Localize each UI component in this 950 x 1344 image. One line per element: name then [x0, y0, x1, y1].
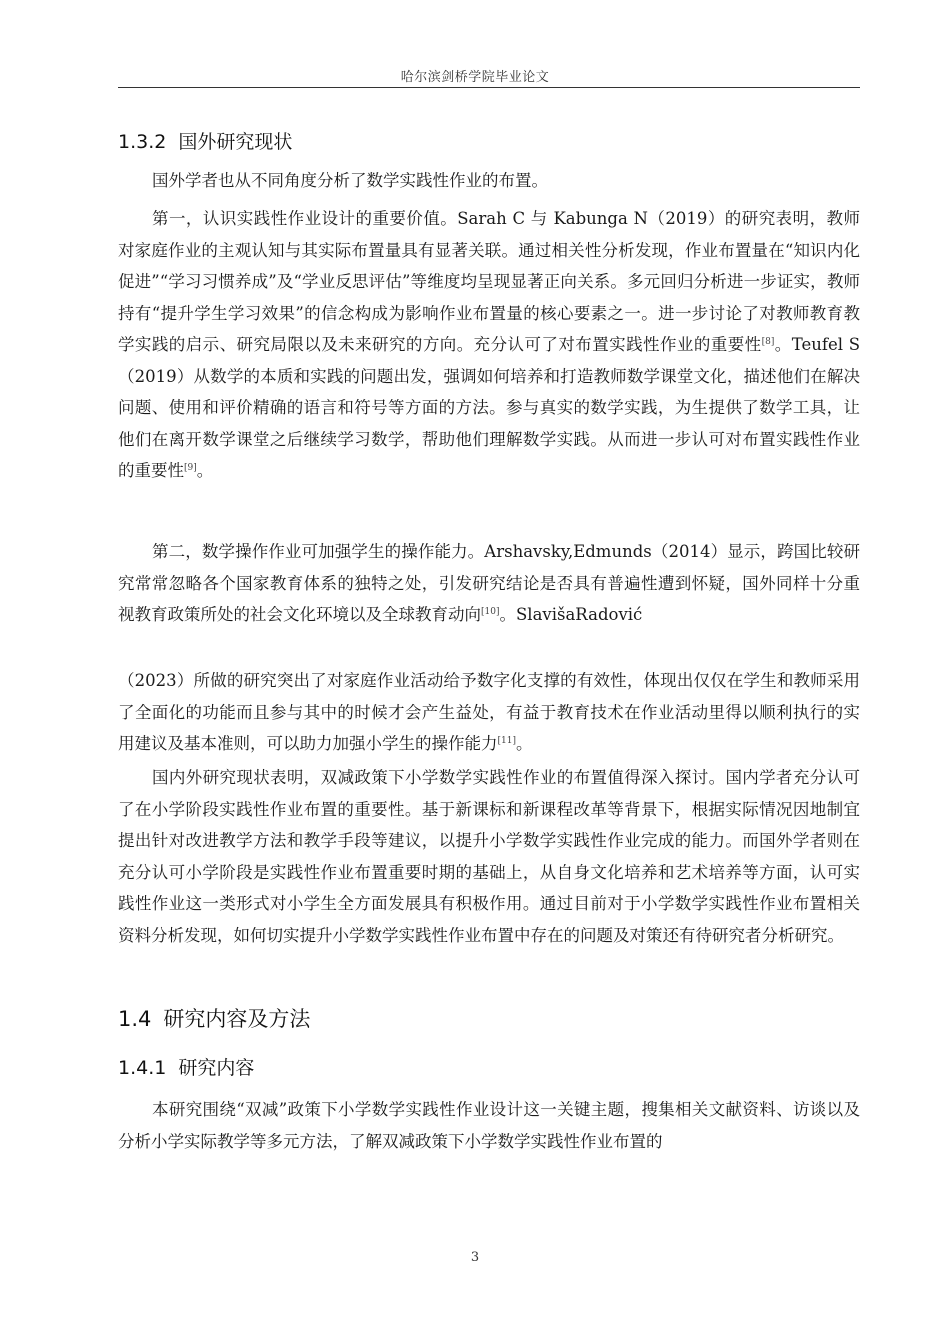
page-number: 3 — [470, 1250, 480, 1265]
section-title: 研究内容及方法 — [163, 1007, 311, 1031]
citation-ref: [10] — [481, 607, 500, 617]
citation-ref: [11] — [497, 736, 516, 746]
paragraph-summary: 国内外研究现状表明，双减政策下小学数学实践性作业的布置值得深入探讨。国内学者充分认可了在小学阶段实践性作业布置的重要性。基于新课标和新课程改革等背景下，根据实际情况因地制宜提出针对改进教学方法和教学手段等建议，以提升小学数学实践性作业完成的能力。而国外学者则在充分认可小学阶段是实践性作业布置重要时期的基础上，从自身文化培养和艺术培养等方面，认可实践性作业这一类形式对小学生全方面发展具有积极作用。通过目前对于小学数学实践性作业布置相关资料分析发现，如何切实提升小学数学实践性作业布置中存在的问题及对策还有待研究者分析研究。 — [118, 768, 860, 945]
paragraph-second-point — [118, 536, 860, 631]
paragraph-text: 。SlavišaRadović — [499, 605, 643, 624]
citation-ref: [8] — [761, 337, 775, 347]
paragraph-text: 第一，认识实践性作业设计的重要价值。Sarah C 与 Kabunga N（2019）的研究表明，教师对家庭作业的主观认知与其实际布置量具有显著关联。通过相关性分析发现，作业布置量在“知识内化促进”“学习习惯养成”及“学业反思评估”等维度均呈现显著正向关系。多元回归分析进一步证实，教师持有“提升学生学习效果”的信念构成为影响作业布置量的核心要素之一。进一步讨论了对教师教育教学实践的启示、研究局限以及未来研究的方向。充分认可了对布置实践性作业的重要性 — [118, 209, 860, 354]
paragraph-text: 。 — [515, 734, 533, 753]
section-number: 1.4 — [118, 1007, 152, 1031]
section-heading-1-3-2 — [118, 127, 292, 154]
paragraph-text: 第二，数学操作作业可加强学生的操作能力。Arshavsky,Edmunds（2014）显示，跨国比较研究常常忽略各个国家教育体系的独特之处，引发研究结论是否具有普遍性遭到怀疑，国外同样十分重视教育政策所处的社会文化环境以及全球教育动向 — [118, 542, 860, 624]
section-heading-1-4-1 — [118, 1053, 254, 1080]
header-rule — [118, 87, 860, 88]
paragraph-text: 。Teufel S（2019）从数学的本质和实践的问题出发，强调如何培养和打造教师数学课堂文化，描述他们在解决问题、使用和评价精确的语言和符号等方面的方法。参与真实的数学实践，为生提供了数学工具，让他们在离开数学课堂之后继续学习数学，帮助他们理解数学实践。从而进一步认可对布置实践性作业的重要性 — [118, 335, 860, 480]
paragraph-research-content: 本研究围绕“双减”政策下小学数学实践性作业设计这一关键主题，搜集相关文献资料、访谈以及分析小学实际教学等多元方法，了解双减政策下小学数学实践性作业布置的 — [118, 1100, 860, 1151]
section-title: 国外研究现状 — [178, 131, 293, 153]
paragraph-text: 。 — [196, 461, 214, 480]
paragraph-continuation — [118, 665, 860, 760]
citation-ref: [9] — [184, 463, 197, 473]
paragraph-intro: 国外学者也从不同角度分析了数学实践性作业的布置。 — [152, 171, 548, 190]
section-title: 研究内容 — [178, 1057, 255, 1079]
paragraph-first-point — [118, 203, 860, 487]
paragraph-text: （2023）所做的研究突出了对家庭作业活动给予数字化支撑的有效性，体现出仅仅在学生和教师采用了全面化的功能而且参与其中的时候才会产生益处，有益于教育技术在作业活动里得以顺利执行的实用建议及基本准则，可以助力加强小学生的操作能力 — [118, 671, 860, 753]
section-number: 1.3.2 — [118, 131, 167, 153]
section-number: 1.4.1 — [118, 1057, 167, 1079]
section-heading-1-4 — [118, 1003, 310, 1033]
running-header: 哈尔滨剑桥学院毕业论文 — [400, 70, 550, 85]
